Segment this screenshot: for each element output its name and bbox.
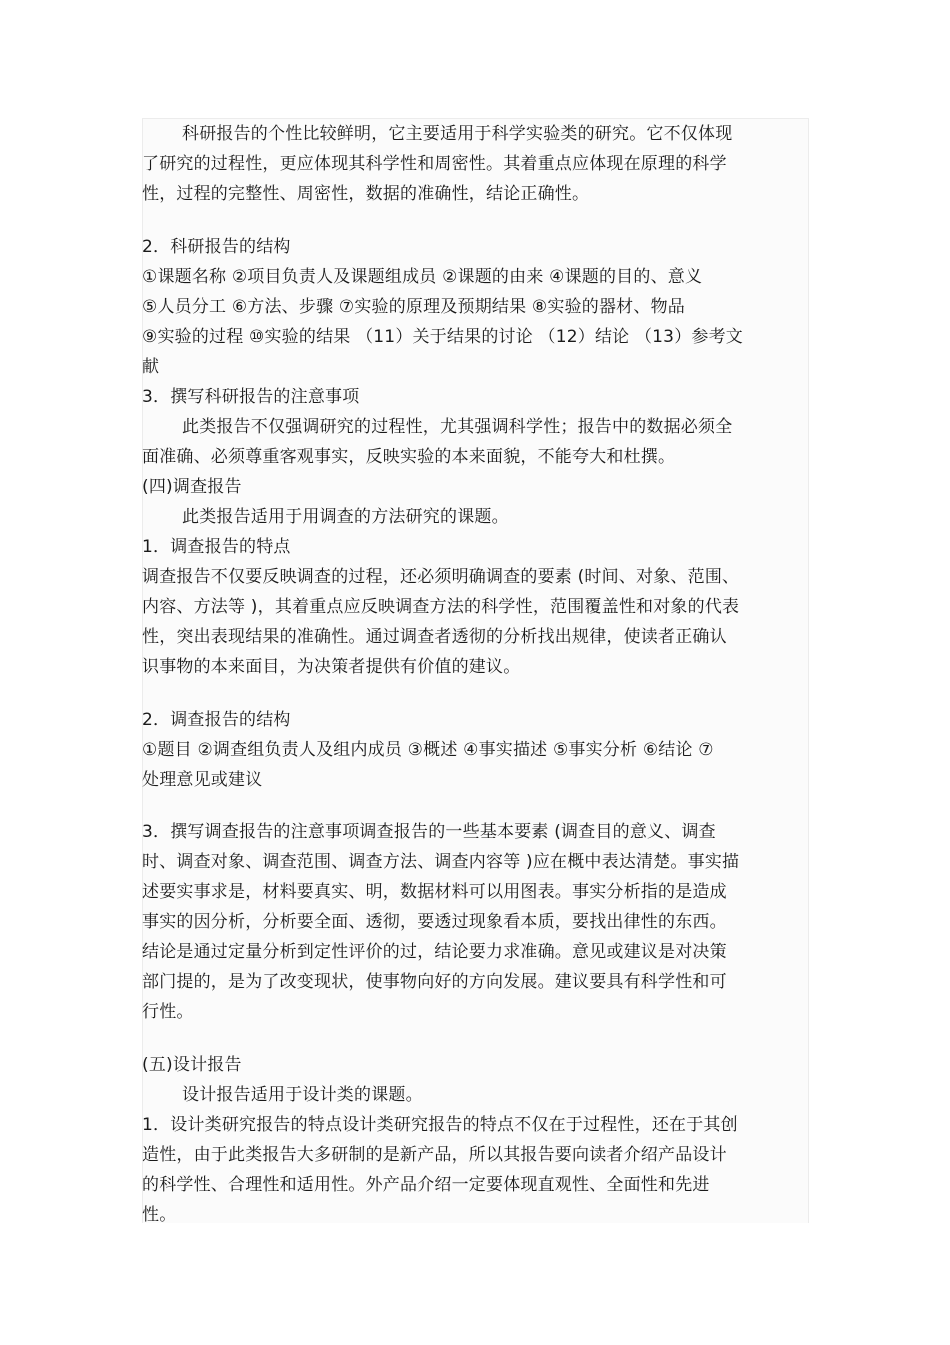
paragraph-line: 性，突出表现结果的准确性。通过调查者透彻的分析找出规律，使读者正确认 [142,627,727,647]
section-heading: (五)设计报告 [142,1055,242,1075]
paragraph-line: 科研报告的个性比较鲜明，它主要适用于科学实验类的研究。它不仅体现 [182,124,733,144]
paragraph-line: 性。 [142,1205,177,1225]
section-heading: 2．调查报告的结构 [142,710,291,730]
paragraph-line: 了研究的过程性，更应体现其科学性和周密性。其着重点应体现在原理的科学 [142,154,727,174]
paragraph-line: 面准确、必须尊重客观事实，反映实验的本来面貌，不能夸大和杜撰。 [142,447,676,467]
paragraph-line: 处理意见或建议 [142,770,263,790]
paragraph-line: 1．设计类研究报告的特点设计类研究报告的特点不仅在于过程性，还在于其创 [142,1115,738,1135]
paragraph-line: 献 [142,357,160,377]
paragraph-line: 调查报告不仅要反映调查的过程，还必须明确调查的要素 (时间、对象、范围、 [142,567,740,587]
paragraph-line: 事实的因分析，分析要全面、透彻，要透过现象看本质，要找出律性的东西。 [142,912,727,932]
paragraph-line: 内容、方法等 )，其着重点应反映调查方法的科学性，范围覆盖性和对象的代表 [142,597,740,617]
paragraph-line: 此类报告不仅强调研究的过程性，尤其强调科学性；报告中的数据必须全 [182,417,733,437]
section-heading: 3．撰写科研报告的注意事项 [142,387,360,407]
paragraph-line: ⑨实验的过程 ⑩实验的结果 （11）关于结果的讨论 （12）结论 （13）参考文 [142,327,743,347]
paragraph-line: 识事物的本来面目，为决策者提供有价值的建议。 [142,657,521,677]
paragraph-line: ⑤人员分工 ⑥方法、步骤 ⑦实验的原理及预期结果 ⑧实验的器材、物品 [142,297,685,317]
paragraph-line: 此类报告适用于用调查的方法研究的课题。 [182,507,509,527]
section-heading: (四)调查报告 [142,477,242,497]
paragraph-line: 的科学性、合理性和适用性。外产品介绍一定要体现直观性、全面性和先进 [142,1175,710,1195]
paragraph-line: 述要实事求是，材料要真实、明，数据材料可以用图表。事实分析指的是造成 [142,882,727,902]
paragraph-line: 设计报告适用于设计类的课题。 [182,1085,423,1105]
paragraph-line: ①题目 ②调查组负责人及组内成员 ③概述 ④事实描述 ⑤事实分析 ⑥结论 ⑦ [142,740,714,760]
paragraph-line: 结论是通过定量分析到定性评价的过，结论要力求准确。意见或建议是对决策 [142,942,727,962]
paragraph-line: 造性，由于此类报告大多研制的是新产品，所以其报告要向读者介绍产品设计 [142,1145,727,1165]
section-heading: 3．撰写调查报告的注意事项调查报告的一些基本要素 (调查目的意义、调查 [142,822,716,842]
paragraph-line: ①课题名称 ②项目负责人及课题组成员 ②课题的由来 ④课题的目的、意义 [142,267,703,287]
section-heading: 2．科研报告的结构 [142,237,291,257]
paragraph-line: 性，过程的完整性、周密性，数据的准确性，结论正确性。 [142,184,590,204]
paragraph-line: 部门提的，是为了改变现状，使事物向好的方向发展。建议要具有科学性和可 [142,972,727,992]
paragraph-line: 时、调查对象、调查范围、调查方法、调查内容等 )应在概中表达清楚。事实描 [142,852,740,872]
section-heading: 1．调查报告的特点 [142,537,291,557]
paragraph-line: 行性。 [142,1002,194,1022]
